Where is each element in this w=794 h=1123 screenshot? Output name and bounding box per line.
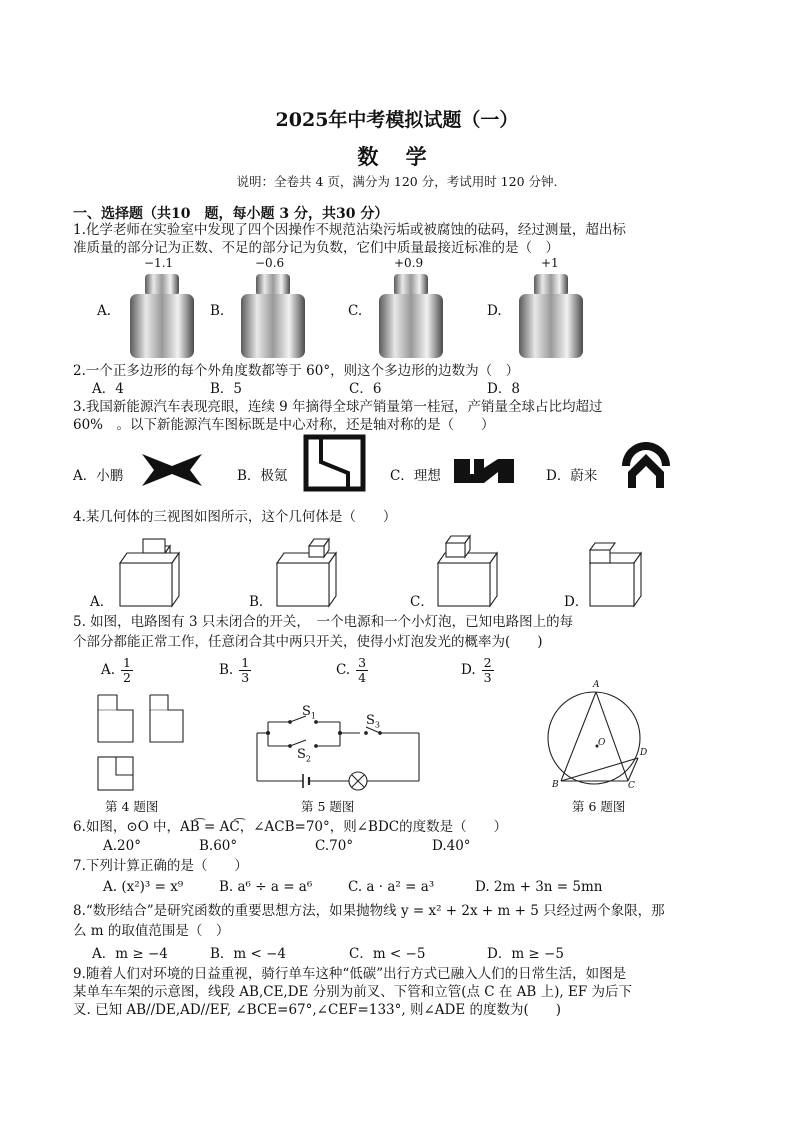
- q6-option-c: C.70°: [315, 838, 354, 854]
- q2-option-b: B．5: [210, 381, 243, 397]
- q3-line1: 3.我国新能源汽车表现亮眼，连续 9 年摘得全球产销量第一桂冠，产销量全球占比均超过: [73, 399, 603, 415]
- q8-option-d: D．m ≥ −5: [487, 946, 564, 962]
- circuit-figure: [257, 716, 419, 790]
- q7-option-a: A. (x²)³ = x⁹: [103, 879, 184, 895]
- q8-option-c: C．m < −5: [349, 946, 426, 962]
- exam-title: 2025年中考模拟试题（一）: [275, 109, 519, 131]
- q5-a-den: 2: [123, 670, 131, 685]
- q5-c-num: 3: [358, 655, 367, 670]
- q4-option-a: A．: [90, 594, 114, 610]
- q9-line2: 某单车车架的示意图，线段 AB,CE,DE 分别为前叉、下管和立管(点 C 在 AB 上), EF 为后下: [73, 984, 632, 1000]
- q6-option-b: B.60°: [199, 838, 238, 854]
- q3-option-b: B．极氪: [237, 468, 288, 484]
- q4-line1: 4.某几何体的三视图如图所示，这个几何体是（ ）: [73, 509, 397, 525]
- s1-letter: S: [302, 704, 311, 719]
- q2-line1: 2.一个正多边形的每个外角度数都等于 60°，则这个多边形的边数为（ ）: [73, 363, 520, 379]
- switch-s2-label: [297, 747, 311, 764]
- switch-s3-label: [366, 713, 380, 730]
- q3-option-d: D．蔚来: [546, 468, 598, 484]
- q3-line2: 60% 。以下新能源汽车图标既是中心对称，还是轴对称的是（ ）: [73, 417, 495, 433]
- q5-b-den: 3: [241, 670, 250, 685]
- q5-a-num: 1: [123, 655, 131, 670]
- circle-figure: [548, 692, 640, 784]
- q8-line2: 么 m 的取值范围是（ ）: [73, 923, 230, 939]
- q3-option-a: A．小鹏: [73, 468, 124, 484]
- s2-sub: 2: [305, 754, 311, 764]
- q6-option-d: D.40°: [432, 838, 471, 854]
- q1-line2: 准质量的部分记为正数、不足的部分记为负数，它们中质量最接近标准的是（ ）: [73, 240, 559, 256]
- q2-option-c: C．6: [349, 381, 382, 397]
- q2-option-a: A．4: [92, 381, 124, 397]
- weight-b-value: −0.6: [255, 256, 285, 270]
- q4-option-d: D．: [564, 594, 589, 610]
- q6-line1: 6.如图，⊙O 中，AB͡ = AC͡，∠ACB=70°，则∠BDC的度数是（ ）: [73, 819, 508, 835]
- q5-c-den: 4: [358, 670, 367, 685]
- figure-4-caption: 第 4 题图: [105, 799, 159, 814]
- s1-sub: 1: [310, 711, 316, 721]
- q5-option-c-label: C.: [336, 662, 351, 678]
- q1-option-d: D.: [487, 303, 502, 319]
- three-views-figure: [98, 695, 183, 790]
- q5-option-b-label: B.: [219, 662, 234, 678]
- q5-d-num: 2: [483, 655, 492, 670]
- q5-line1: 5. 如图，电路图有 3 只未闭合的开关， 一个电源和一个小灯泡，已知电路图上的每: [73, 614, 574, 630]
- q5-b-num: 1: [241, 655, 250, 670]
- s3-letter: S: [366, 713, 375, 728]
- point-d-label: D: [640, 748, 648, 758]
- q1-line1: 1.化学老师在实验室中发现了四个因操作不规范沾染污垢或被腐蚀的砝码，经过测量，超出标: [73, 222, 626, 238]
- figure-5-caption: 第 5 题图: [301, 799, 355, 814]
- section-heading: 一、选择题（共10 题，每小题 3 分，共30 分）: [73, 206, 389, 222]
- q5-line2: 个部分都能正常工作，任意闭合其中两只开关，使得小灯泡发光的概率为( ): [73, 634, 543, 650]
- q8-option-b: B．m < −4: [210, 946, 287, 962]
- q7-option-c: C. a · a² = a³: [348, 879, 435, 895]
- weight-d-value: +1: [541, 256, 559, 270]
- q1-option-c: C.: [348, 303, 363, 319]
- switch-s1-label: [302, 704, 316, 721]
- q8-line1: 8.“数形结合”是研究函数的重要思想方法，如果抛物线 y = x² + 2x + m + 5 只经过两个象限，那: [73, 903, 665, 919]
- q4-option-c: C．: [410, 594, 434, 610]
- q6-option-a: A.20°: [103, 838, 141, 854]
- q7-option-b: B. a⁶ ÷ a = a⁶: [219, 879, 313, 895]
- s2-letter: S: [297, 747, 306, 762]
- point-c-label: C: [628, 781, 635, 791]
- q5-option-a-label: A.: [101, 662, 116, 678]
- weight-a-value: −1.1: [144, 256, 174, 270]
- q1-option-a: A.: [97, 303, 112, 319]
- q2-option-d: D．8: [487, 381, 520, 397]
- q3-option-c: C．理想: [390, 468, 441, 484]
- point-o-label: O: [598, 738, 606, 748]
- q8-option-a: A．m ≥ −4: [92, 946, 168, 962]
- q7-option-d: D. 2m + 3n = 5mn: [475, 879, 603, 895]
- q5-d-den: 3: [483, 670, 492, 685]
- subject-title: 数 学: [357, 144, 437, 169]
- point-b-label: B: [552, 780, 559, 790]
- q5-option-d-label: D.: [461, 662, 476, 678]
- q4-option-b: B．: [249, 594, 273, 610]
- q9-line1: 9.随着人们对环境的日益重视，骑行单车这种“低碳”出行方式已融入人们的日常生活，如图是: [73, 966, 627, 982]
- point-a-label: A: [593, 680, 600, 690]
- s3-sub: 3: [374, 720, 380, 730]
- exam-note: 说明：全卷共 4 页，满分为 120 分，考试用时 120 分钟.: [236, 174, 558, 189]
- figure-6-caption: 第 6 题图: [572, 799, 626, 814]
- q1-option-b: B.: [210, 303, 225, 319]
- weight-c-value: +0.9: [394, 256, 424, 270]
- q7-line1: 7.下列计算正确的是（ ）: [73, 858, 248, 874]
- q9-line3: 叉. 已知 AB//DE,AD//EF, ∠BCE=67°,∠CEF=133°, 则∠ADE 的度数为( ): [73, 1002, 562, 1018]
